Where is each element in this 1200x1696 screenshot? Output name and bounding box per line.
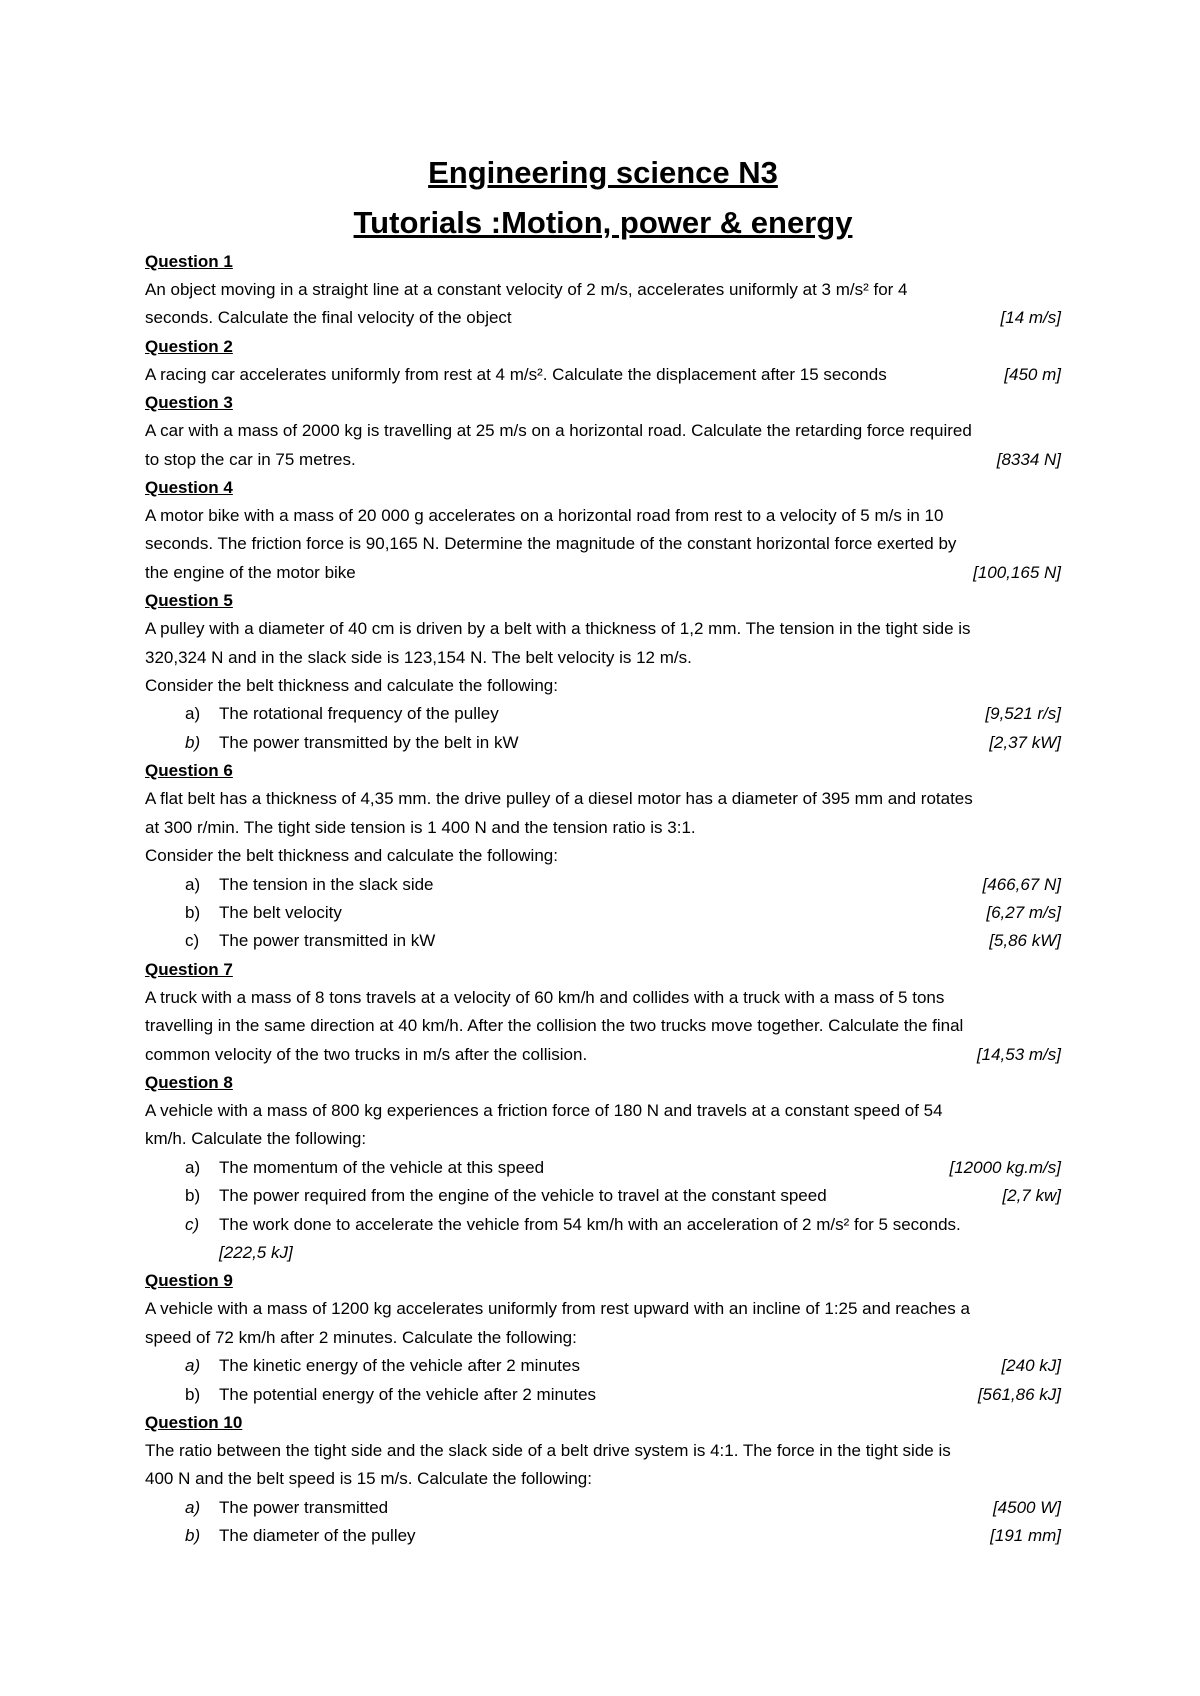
answer: [2,7 kw] [1002, 1186, 1061, 1206]
sub-question-label: b) [185, 1526, 201, 1546]
sub-question [145, 1182, 1061, 1210]
sub-question [145, 1494, 1061, 1522]
question-text: An object moving in a straight line at a constant velocity of 2 m/s, accelerates uniformly at 3 m/s² for 4 [145, 280, 908, 299]
question-text: to stop the car in 75 metres. [145, 449, 356, 469]
question-text-answer-line [145, 559, 1061, 587]
answer: [100,165 N] [973, 562, 1061, 582]
answer: [14,53 m/s] [976, 1044, 1061, 1064]
question-1 [145, 248, 1061, 333]
question-heading: Question 4 [145, 478, 233, 498]
answer: [466,67 N] [982, 874, 1061, 894]
answer: [191 mm] [990, 1526, 1061, 1546]
document-page [145, 148, 1061, 1551]
sub-question [145, 899, 1061, 927]
question-7 [145, 956, 1061, 1069]
sub-question-label: a) [185, 1356, 201, 1376]
sub-question-answer-line [145, 1239, 1061, 1267]
sub-question-text: The kinetic energy of the vehicle after 2 minutes [219, 1356, 580, 1376]
sub-question-label: a) [185, 1157, 201, 1177]
question-text: speed of 72 km/h after 2 minutes. Calculate the following: [145, 1327, 577, 1347]
question-8 [145, 1069, 1061, 1267]
question-heading: Question 5 [145, 591, 233, 611]
sub-question-label: b) [185, 1384, 201, 1404]
question-heading: Question 8 [145, 1072, 233, 1092]
question-text: 320,324 N and in the slack side is 123,154 N. The belt velocity is 12 m/s. [145, 647, 692, 667]
question-text: seconds. The friction force is 90,165 N. Determine the magnitude of the constant horizontal force exerted by [145, 534, 957, 554]
question-heading: Question 10 [145, 1413, 243, 1432]
answer: [12000 kg.m/s] [949, 1157, 1061, 1177]
sub-question-label: c) [185, 1214, 200, 1234]
question-10 [145, 1409, 1061, 1551]
question-heading: Question 1 [145, 252, 233, 271]
sub-question-label: b) [185, 1186, 201, 1206]
answer: [6,27 m/s] [986, 902, 1061, 922]
sub-question [145, 1522, 1061, 1550]
question-5 [145, 587, 1061, 757]
question-text: A vehicle with a mass of 1200 kg accelerates uniformly from rest upward with an incline of 1:25 and reaches a [145, 1299, 970, 1319]
answer: [4500 W] [992, 1497, 1061, 1517]
sub-question [145, 927, 1061, 955]
sub-question [145, 871, 1061, 899]
question-text: A car with a mass of 2000 kg is travelling at 25 m/s on a horizontal road. Calculate the retarding force required [145, 421, 972, 441]
question-text: A truck with a mass of 8 tons travels at a velocity of 60 km/h and collides with a truck with a mass of 5 tons [145, 987, 945, 1007]
question-text-answer-line [145, 446, 1061, 474]
question-text: 400 N and the belt speed is 15 m/s. Calculate the following: [145, 1469, 592, 1489]
question-text: travelling in the same direction at 40 km/h. After the collision the two trucks move together. Calculate the final [145, 1016, 964, 1036]
question-text: A pulley with a diameter of 40 cm is driven by a belt with a thickness of 1,2 mm. The tension in the tight side is [145, 619, 971, 639]
answer: [2,37 kW] [989, 732, 1061, 752]
answer: [450 m] [1004, 364, 1061, 384]
question-text: A flat belt has a thickness of 4,35 mm. the drive pulley of a diesel motor has a diameter of 395 mm and rotates [145, 789, 973, 809]
answer: [8334 N] [996, 449, 1061, 469]
sub-question-text: The rotational frequency of the pulley [219, 704, 499, 724]
question-2 [145, 333, 1061, 389]
answer: [561,86 kJ] [977, 1384, 1061, 1404]
sub-question-text: The momentum of the vehicle at this speed [219, 1157, 545, 1177]
question-text: at 300 r/min. The tight side tension is 1 400 N and the tension ratio is 3:1. [145, 817, 696, 837]
question-6 [145, 757, 1061, 955]
question-text-answer-line [145, 361, 1061, 389]
sub-question-text: The diameter of the pulley [219, 1526, 416, 1546]
question-text: Consider the belt thickness and calculate the following: [145, 846, 558, 866]
sub-question-text: The power transmitted [219, 1497, 389, 1517]
sub-question [145, 1154, 1061, 1182]
sub-question-text: The work done to accelerate the vehicle from 54 km/h with an acceleration of 2 m/s² for 5 seconds. [219, 1214, 961, 1234]
sub-question-label: a) [185, 874, 201, 894]
question-text-answer-line [145, 304, 1061, 332]
question-heading: Question 3 [145, 393, 233, 413]
sub-question-label: b) [185, 732, 201, 752]
question-heading: Question 7 [145, 959, 233, 979]
answer: [222,5 kJ] [219, 1242, 293, 1262]
answer: [5,86 kW] [989, 931, 1061, 951]
sub-question [145, 1381, 1061, 1409]
question-text: A motor bike with a mass of 20 000 g accelerates on a horizontal road from rest to a velocity of 5 m/s in 10 [145, 506, 944, 526]
document-title: Engineering science N3 [428, 155, 778, 190]
sub-question-text: The power transmitted by the belt in kW [219, 732, 519, 752]
question-4 [145, 474, 1061, 587]
question-text: km/h. Calculate the following: [145, 1129, 367, 1149]
sub-question [145, 700, 1061, 728]
question-text: The ratio between the tight side and the slack side of a belt drive system is 4:1. The force in the tight side is [145, 1441, 951, 1460]
question-heading: Question 2 [145, 336, 233, 356]
sub-question [145, 1352, 1061, 1380]
answer: [9,521 r/s] [985, 704, 1061, 724]
sub-question-label: b) [185, 902, 201, 922]
sub-question-text: The power transmitted in kW [219, 931, 436, 951]
sub-question-label: a) [185, 704, 201, 724]
sub-question-label: c) [185, 931, 200, 951]
answer: [14 m/s] [1000, 308, 1061, 328]
sub-question [145, 1211, 1061, 1239]
question-3 [145, 389, 1061, 474]
sub-question-label: a) [185, 1497, 201, 1517]
question-heading: Question 9 [145, 1271, 233, 1291]
question-heading: Question 6 [145, 761, 233, 781]
question-text-answer-line [145, 1041, 1061, 1069]
sub-question-text: The power required from the engine of the vehicle to travel at the constant speed [219, 1186, 827, 1206]
document-subtitle: Tutorials :Motion, power & energy [353, 205, 853, 240]
answer: [240 kJ] [1001, 1356, 1061, 1376]
sub-question-text: The belt velocity [219, 902, 342, 922]
question-text: Consider the belt thickness and calculate the following: [145, 676, 558, 696]
question-text: the engine of the motor bike [145, 562, 356, 582]
question-text: common velocity of the two trucks in m/s after the collision. [145, 1044, 588, 1064]
question-text: A racing car accelerates uniformly from rest at 4 m/s². Calculate the displacement after 15 seconds [145, 364, 887, 384]
question-9 [145, 1267, 1061, 1409]
sub-question-text: The potential energy of the vehicle after 2 minutes [219, 1384, 597, 1404]
question-text: seconds. Calculate the final velocity of the object [145, 308, 512, 328]
sub-question-text: The tension in the slack side [219, 874, 434, 894]
question-text: A vehicle with a mass of 800 kg experiences a friction force of 180 N and travels at a constant speed of 54 [145, 1100, 943, 1120]
sub-question [145, 729, 1061, 757]
